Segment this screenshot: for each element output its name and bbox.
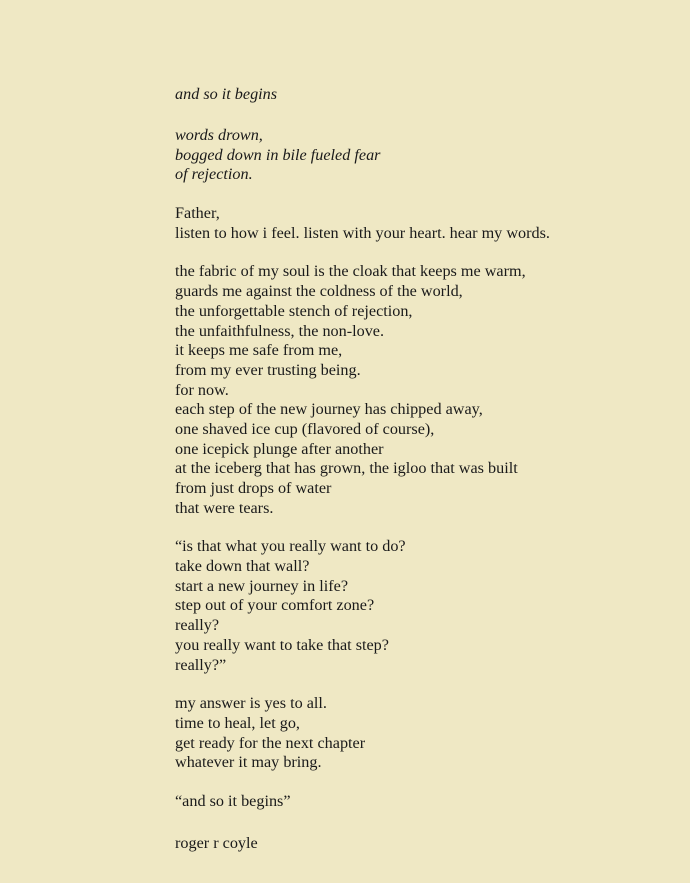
poem-line: each step of the new journey has chipped away, [175, 400, 483, 419]
poem-line: of rejection. [175, 165, 253, 184]
poem-line: guards me against the coldness of the world, [175, 282, 463, 301]
poem-line: step out of your comfort zone? [175, 596, 375, 615]
stanza-6 [175, 792, 675, 812]
poem-line: you really want to take that step? [175, 635, 389, 654]
poem-line: the unforgettable stench of rejection, [175, 301, 413, 320]
poem-line: for now. [175, 380, 229, 399]
poem-line: at the iceberg that has grown, the igloo that was built [175, 459, 518, 478]
poem-line: really?” [175, 655, 227, 674]
poem-line: start a new journey in life? [175, 576, 349, 595]
poem-line: my answer is yes to all. [175, 694, 327, 713]
poem-line: it keeps me safe from me, [175, 341, 343, 360]
stanza-1 [175, 126, 675, 185]
poem-line: “is that what you really want to do? [175, 537, 406, 556]
poem-line: that were tears. [175, 498, 274, 517]
poem-line: bogged down in bile fueled fear [175, 145, 381, 164]
poem-line: get ready for the next chapter [175, 733, 366, 752]
poem-line: listen to how i feel. listen with your heart. hear my words. [175, 223, 550, 242]
poem-line: the fabric of my soul is the cloak that keeps me warm, [175, 262, 526, 281]
poem-page [175, 83, 675, 851]
poem-line: from just drops of water [175, 479, 332, 497]
poem-line: whatever it may bring. [175, 753, 322, 772]
poem-title: and so it begins [175, 85, 278, 103]
poem-line: Father, [175, 204, 220, 223]
poem-line: time to heal, let go, [175, 713, 300, 732]
stanza-4 [175, 537, 675, 675]
poem-line: one shaved ice cup (flavored of course), [175, 419, 435, 438]
stanza-3 [175, 262, 675, 518]
poem-line: from my ever trusting being. [175, 360, 361, 379]
poem-line: really? [175, 616, 220, 635]
stanza-2 [175, 204, 675, 243]
poem-line: one icepick plunge after another [175, 439, 384, 458]
poem-line: the unfaithfulness, the non-love. [175, 321, 385, 340]
stanza-5 [175, 694, 675, 773]
signature: roger r coyle [175, 833, 258, 852]
poem-line: take down that wall? [175, 557, 310, 576]
poem-line: “and so it begins” [175, 791, 291, 810]
poem-line: words drown, [175, 126, 263, 144]
